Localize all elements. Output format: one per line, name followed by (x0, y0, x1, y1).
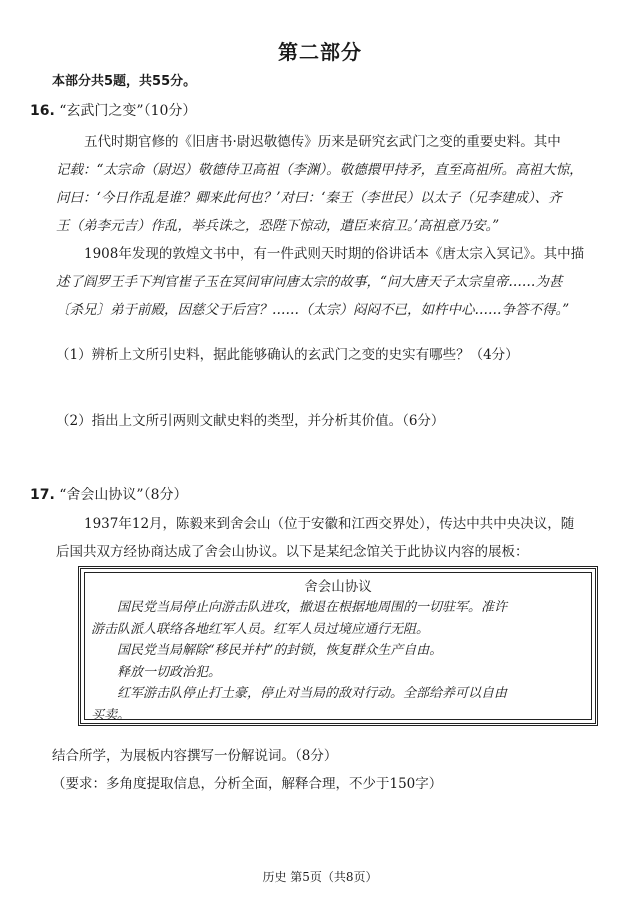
question-17-title: “舍会山协议”（8分） (59, 487, 188, 503)
question-16-title: “玄武门之变”（10分） (59, 103, 197, 119)
question-17-number: 17. (30, 487, 55, 503)
q17-task: 结合所学，为展板内容撰写一份解说词。（8分） (52, 748, 338, 764)
question-16-header (30, 100, 196, 120)
exhibit-content (91, 597, 585, 726)
q16-subquestion-1: （1）辨析上文所引史料，据此能够确认的玄武门之变的史实有哪些？（4分） (56, 347, 519, 363)
q16-p1-line-4: 王（弟李元吉）作乱，举兵诛之，恐陛下惊动，遣臣来宿卫。’高祖意乃安。” (56, 218, 500, 234)
exhibit-line-5: 红军游击队停止打土豪，停止对当局的敌对行动。全部给养可以自由 (117, 686, 508, 701)
exhibit-board (78, 566, 598, 726)
q16-p2-line-2: 述了阎罗王手下判官崔子玉在冥间审问唐太宗的故事，“问大唐天子太宗皇帝……为甚 (56, 274, 563, 290)
exhibit-line-4: 释放一切政治犯。 (117, 664, 222, 680)
question-17-header (30, 484, 188, 504)
q16-p1-line-1: 五代时期官修的《旧唐书·尉迟敬德传》历来是研究玄武门之变的重要史料。其中 (84, 134, 561, 150)
exhibit-line-3: 国民党当局解除“移民并村”的封锁，恢复群众生产自由。 (117, 643, 443, 658)
q17-intro-line-2: 后国共双方经协商达成了舍会山协议。以下是某纪念馆关于此协议内容的展板： (56, 544, 529, 560)
q16-subquestion-2: （2）指出上文所引两则文献史料的类型，并分析其价值。（6分） (56, 413, 445, 429)
q17-requirement: （要求：多角度提取信息，分析全面，解释合理，不少于150字） (52, 776, 443, 792)
page-footer: 历史 第5页（共8页） (262, 870, 378, 884)
exhibit-line-6: 买卖。 (91, 707, 131, 723)
exhibit-line-2: 游击队派人联络各地红军人员。红军人员过境应通行无阻。 (91, 621, 430, 637)
q16-paragraph-2 (56, 240, 612, 324)
q17-intro (56, 510, 612, 566)
exhibit-title: 舍会山协议 (304, 579, 372, 595)
question-16-number: 16. (30, 103, 55, 119)
q16-p2-line-3: 〔杀兄〕弟于前殿，因慈父于后宫？……（太宗）闷闷不已，如杵中心……争答不得。” (56, 302, 570, 318)
q16-paragraph-1 (56, 128, 612, 240)
section-summary: 本部分共5题，共55分。 (52, 74, 197, 89)
q17-intro-line-1: 1937年12月，陈毅来到舍会山（位于安徽和江西交界处），传达中共中央决议，随 (84, 516, 575, 532)
q16-p2-line-1: 1908年发现的敦煌文书中，有一件武则天时期的俗讲话本《唐太宗入冥记》。其中描 (84, 246, 585, 262)
exhibit-line-1: 国民党当局停止向游击队进攻，撤退在根据地周围的一切驻军。准许 (117, 600, 508, 615)
q16-p1-line-2: 记载：“太宗命（尉迟）敬德侍卫高祖（李渊）。敬德擐甲持矛，直至高祖所。高祖大惊， (56, 162, 583, 178)
page-title: 第二部分 (278, 40, 362, 64)
q16-p1-line-3: 问曰：‘今日作乱是谁？卿来此何也？’对曰：‘秦王（李世民）以太子（兄李建成）、齐 (56, 190, 562, 206)
